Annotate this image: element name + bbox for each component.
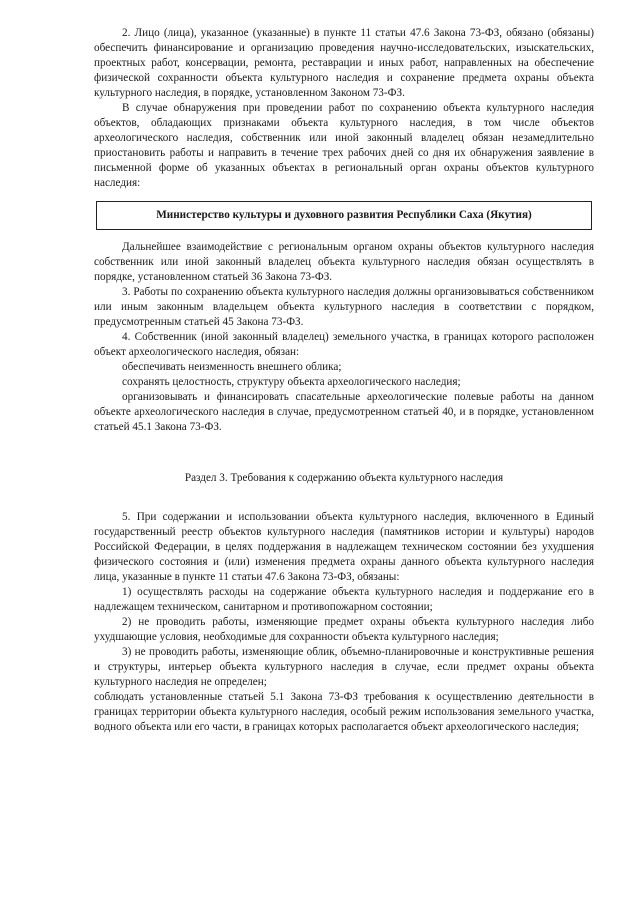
paragraph-obligation-rescue: организовывать и финансировать спасательные археологические полевые работы на данном объекте археологического наследия в случае, предусмотренном статьей 40, и в порядке, установленном статьей 45.1 Закона 73-ФЗ. bbox=[94, 391, 594, 433]
paragraph-obligation-appearance: обеспечивать неизменность внешнего облика; bbox=[122, 361, 342, 373]
section-heading: Раздел 3. Требования к содержанию объекта культурного наследия bbox=[184, 472, 504, 484]
paragraph-obligation-integrity: сохранять целостность, структуру объекта археологического наследия; bbox=[122, 376, 461, 388]
paragraph-territory-requirements: соблюдать установленные статьей 5.1 Закона 73-ФЗ требования к осуществлению деятельности в границах территории объекта культурного наследия, особый режим использования земельного участка, водного объекта или его части, в границах которых располагается объект археологического наследия; bbox=[94, 691, 594, 733]
paragraph-discovery: В случае обнаружения при проведении работ по сохранению объекта культурного наследия объектов, обладающих признаками объекта культурного наследия, в том числе объектов археологического наследия, собственник или иной законный владелец обязан незамедлительно приостановить работы и направить в течение трех рабочих дней со дня их обнаружения заявление в письменной форме об указанных объектах в региональный орган охраны объектов культурного наследия: bbox=[94, 102, 594, 189]
authority-box: Министерство культуры и духовного развития Республики Саха (Якутия) bbox=[96, 201, 592, 230]
paragraph-item-5: 5. При содержании и использовании объекта культурного наследия, включенного в Единый государственный реестр объектов культурного наследия (памятников истории и культуры) народов Российской Федерации, в целях поддержания в надлежащем техническом состоянии без ухудшения физического состояния и (или) изменения предмета охраны данного объекта культурного наследия лица, указанные в пункте 11 статьи 47.6 Закона 73-ФЗ, обязаны: bbox=[94, 511, 594, 583]
paragraph-item-4: 4. Собственник (иной законный владелец) земельного участка, в границах которого расположен объект археологического наследия, обязан: bbox=[94, 331, 594, 358]
paragraph-subitem-1: 1) осуществлять расходы на содержание объекта культурного наследия и поддержание его в надлежащем техническом, санитарном и противопожарном состоянии; bbox=[94, 586, 594, 613]
paragraph-item-3: 3. Работы по сохранению объекта культурного наследия должны организовываться собственником или иным законным владельцем объекта культурного наследия в соответствии с порядком, предусмотренным статьей 45 Закона 73-ФЗ. bbox=[94, 286, 594, 328]
paragraph-interaction: Дальнейшее взаимодействие с региональным органом охраны объектов культурного наследия собственник или иной законный владелец объекта культурного наследия обязан осуществлять в порядке, установленном статьей 36 Закона 73-ФЗ. bbox=[94, 241, 594, 283]
paragraph-subitem-2: 2) не проводить работы, изменяющие предмет охраны объекта культурного наследия либо ухудшающие условия, необходимые для сохранности объекта культурного наследия; bbox=[94, 616, 594, 643]
document-body bbox=[94, 26, 594, 735]
paragraph-item-2: 2. Лицо (лица), указанное (указанные) в пункте 11 статьи 47.6 Закона 73-ФЗ, обязано (обязаны) обеспечить финансирование и организацию проведения научно-исследовательских, изыскательских, проектных работ, консервации, ремонта, реставрации и иных работ, направленных на обеспечение физической сохранности объекта культурного наследия и сохранение предмета охраны объекта культурного наследия, в порядке, установленном Законом 73-ФЗ. bbox=[94, 27, 594, 99]
paragraph-subitem-3: 3) не проводить работы, изменяющие облик, объемно-планировочные и конструктивные решения и структуры, интерьер объекта культурного наследия в случае, если предмет охраны объекта культурного наследия не определен; bbox=[94, 646, 594, 688]
